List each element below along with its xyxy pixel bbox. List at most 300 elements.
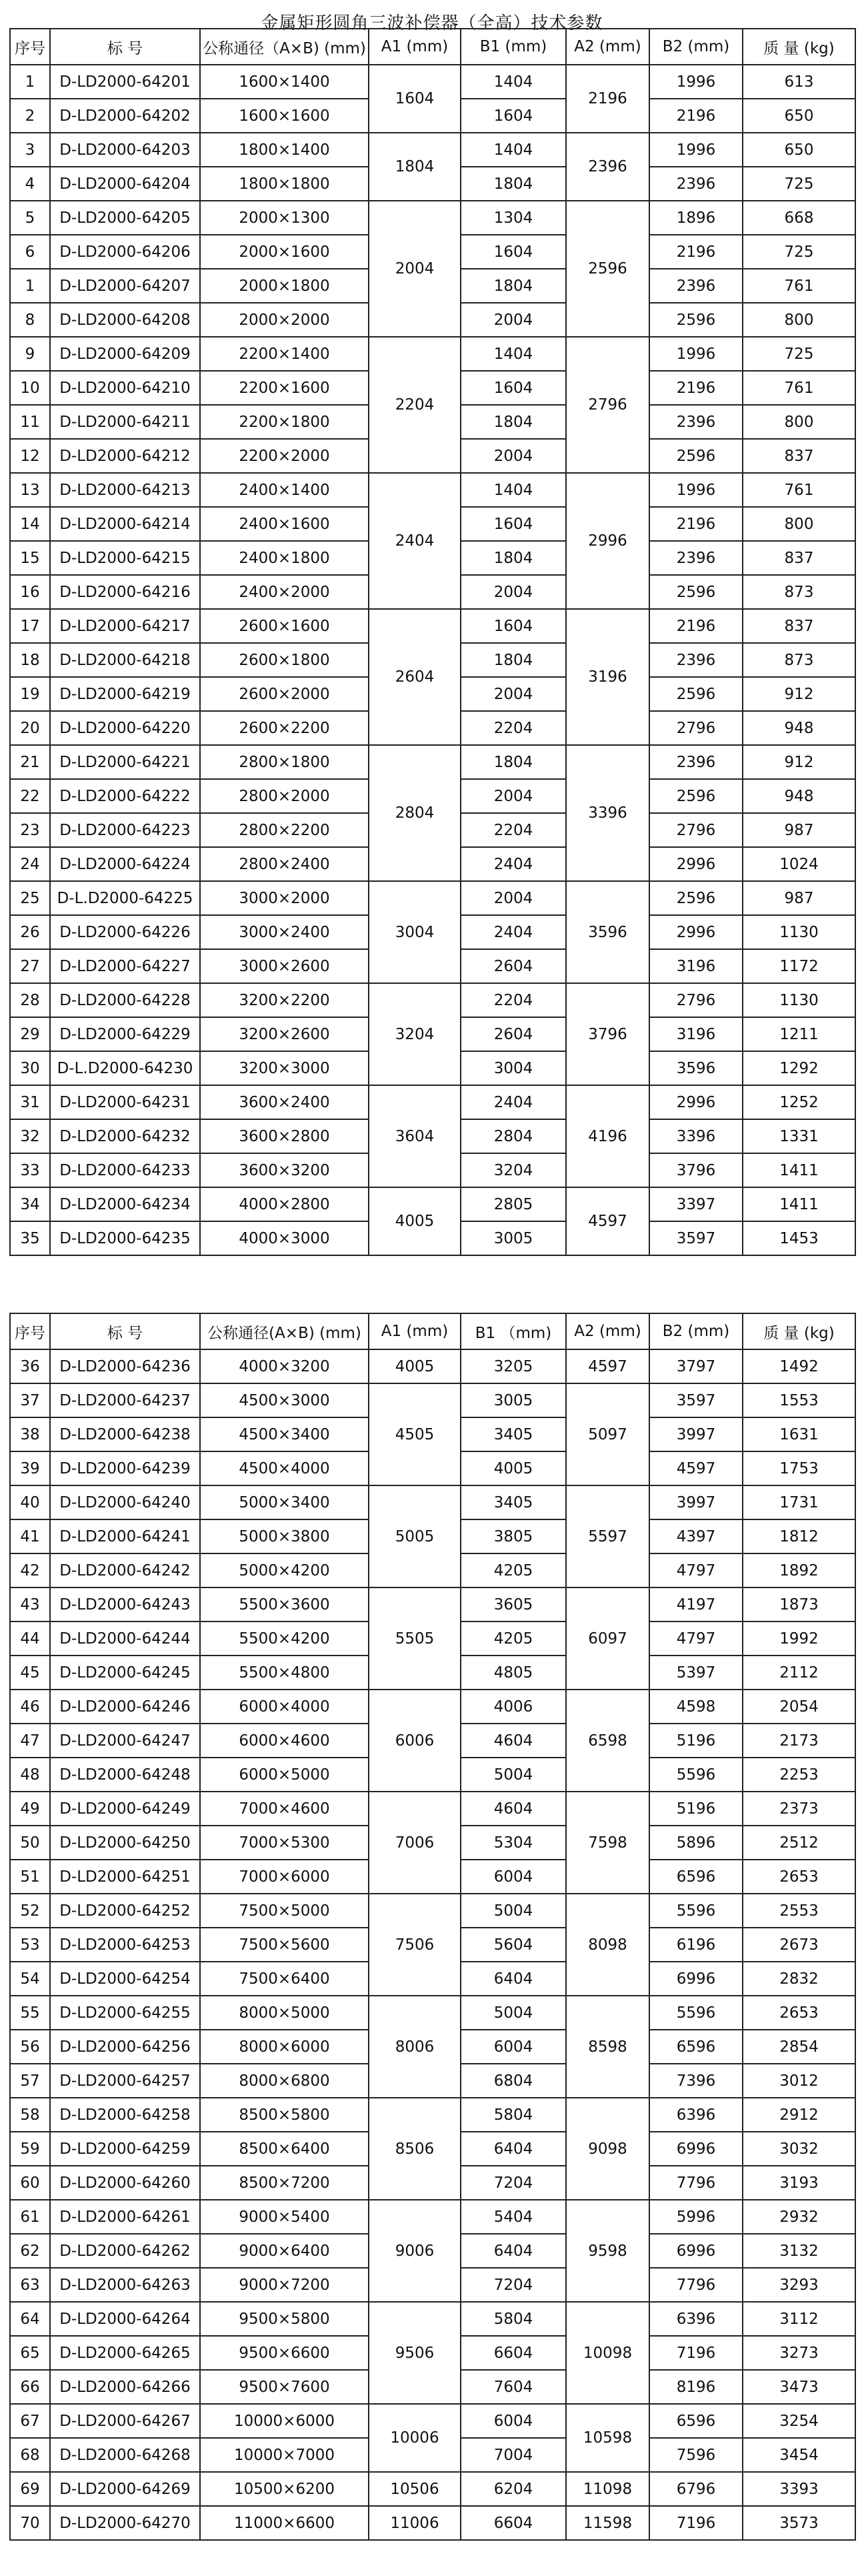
nominal-size: 8000×5000 bbox=[200, 1996, 369, 2030]
b2-value: 7196 bbox=[649, 2336, 743, 2370]
nominal-size: 9000×6400 bbox=[200, 2234, 369, 2268]
b2-value: 7196 bbox=[649, 2506, 743, 2540]
nominal-size: 2000×1300 bbox=[200, 201, 369, 235]
b1-value: 6204 bbox=[461, 2472, 566, 2506]
row-number: 38 bbox=[10, 1417, 50, 1451]
mass-value: 800 bbox=[743, 303, 855, 337]
mass-value: 2512 bbox=[743, 1826, 855, 1860]
nominal-size: 3000×2000 bbox=[200, 881, 369, 915]
a1-value: 5505 bbox=[369, 1587, 461, 1690]
model-code: D-LD2000-64249 bbox=[50, 1792, 200, 1826]
mass-value: 2854 bbox=[743, 2030, 855, 2064]
row-number: 43 bbox=[10, 1587, 50, 1622]
b1-value: 6404 bbox=[461, 2234, 566, 2268]
b1-value: 1404 bbox=[461, 337, 566, 371]
row-number: 62 bbox=[10, 2234, 50, 2268]
table-row bbox=[10, 337, 855, 371]
table-row bbox=[10, 2506, 855, 2540]
model-code: D-LD2000-64215 bbox=[50, 541, 200, 575]
nominal-size: 4500×3000 bbox=[200, 1383, 369, 1417]
mass-value: 873 bbox=[743, 643, 855, 677]
model-code: D-LD2000-64216 bbox=[50, 575, 200, 609]
mass-value: 3132 bbox=[743, 2234, 855, 2268]
b1-value: 5004 bbox=[461, 1996, 566, 2030]
model-code: D-LD2000-64212 bbox=[50, 439, 200, 473]
b1-value: 7004 bbox=[461, 2438, 566, 2472]
column-header: 标 号 bbox=[50, 1313, 200, 1349]
spec-table-part-2 bbox=[9, 1313, 856, 2541]
mass-value: 1252 bbox=[743, 1085, 855, 1119]
row-number: 59 bbox=[10, 2132, 50, 2166]
b2-value: 2196 bbox=[649, 507, 743, 541]
b2-value: 3196 bbox=[649, 949, 743, 983]
a1-value: 5005 bbox=[369, 1485, 461, 1587]
page-title: 金属矩形圆角三波补偿器（全高）技术参数 bbox=[261, 13, 603, 33]
column-header: A1 (mm) bbox=[369, 29, 461, 65]
mass-value: 3454 bbox=[743, 2438, 855, 2472]
b1-value: 2204 bbox=[461, 711, 566, 745]
row-number: 25 bbox=[10, 881, 50, 915]
nominal-size: 2000×2000 bbox=[200, 303, 369, 337]
nominal-size: 2600×2200 bbox=[200, 711, 369, 745]
row-number: 35 bbox=[10, 1221, 50, 1255]
b2-value: 6596 bbox=[649, 2404, 743, 2438]
row-number: 12 bbox=[10, 439, 50, 473]
table-row bbox=[10, 1792, 855, 1826]
nominal-size: 3000×2400 bbox=[200, 915, 369, 949]
b2-value: 5896 bbox=[649, 1826, 743, 1860]
model-code: D-LD2000-64234 bbox=[50, 1187, 200, 1221]
model-code: D-LD2000-64221 bbox=[50, 745, 200, 779]
row-number: 1 bbox=[10, 269, 50, 303]
b2-value: 1896 bbox=[649, 201, 743, 235]
row-number: 9 bbox=[10, 337, 50, 371]
a1-value: 2604 bbox=[369, 609, 461, 745]
b2-value: 2596 bbox=[649, 881, 743, 915]
b2-value: 5397 bbox=[649, 1656, 743, 1690]
b1-value: 5004 bbox=[461, 1894, 566, 1928]
b1-value: 7204 bbox=[461, 2268, 566, 2302]
b1-value: 3005 bbox=[461, 1221, 566, 1255]
b1-value: 7604 bbox=[461, 2370, 566, 2404]
row-number: 16 bbox=[10, 575, 50, 609]
mass-value: 837 bbox=[743, 541, 855, 575]
b1-value: 3004 bbox=[461, 1051, 566, 1085]
mass-value: 800 bbox=[743, 405, 855, 439]
b1-value: 6404 bbox=[461, 2132, 566, 2166]
b1-value: 1804 bbox=[461, 269, 566, 303]
nominal-size: 2200×1800 bbox=[200, 405, 369, 439]
a1-value: 3204 bbox=[369, 983, 461, 1085]
model-code: D-LD2000-64202 bbox=[50, 99, 200, 133]
b1-value: 4205 bbox=[461, 1622, 566, 1656]
b1-value: 1804 bbox=[461, 541, 566, 575]
nominal-size: 1600×1400 bbox=[200, 65, 369, 99]
mass-value: 2553 bbox=[743, 1894, 855, 1928]
b2-value: 4598 bbox=[649, 1690, 743, 1724]
row-number: 28 bbox=[10, 983, 50, 1017]
a1-value: 2404 bbox=[369, 473, 461, 609]
b2-value: 2796 bbox=[649, 813, 743, 847]
model-code: D-LD2000-64226 bbox=[50, 915, 200, 949]
model-code: D-LD2000-64262 bbox=[50, 2234, 200, 2268]
row-number: 29 bbox=[10, 1017, 50, 1051]
table-row bbox=[10, 2098, 855, 2132]
model-code: D-LD2000-64260 bbox=[50, 2166, 200, 2200]
nominal-size: 1800×1400 bbox=[200, 133, 369, 167]
b2-value: 6796 bbox=[649, 2472, 743, 2506]
model-code: D-LD2000-64214 bbox=[50, 507, 200, 541]
column-header: A2 (mm) bbox=[566, 1313, 649, 1349]
b2-value: 3997 bbox=[649, 1417, 743, 1451]
b1-value: 1404 bbox=[461, 65, 566, 99]
b1-value: 2004 bbox=[461, 881, 566, 915]
b2-value: 4397 bbox=[649, 1519, 743, 1553]
mass-value: 1631 bbox=[743, 1417, 855, 1451]
a2-value: 4597 bbox=[566, 1349, 649, 1383]
b1-value: 4005 bbox=[461, 1451, 566, 1485]
a1-value: 1804 bbox=[369, 133, 461, 201]
mass-value: 1731 bbox=[743, 1485, 855, 1519]
model-code: D-LD2000-64228 bbox=[50, 983, 200, 1017]
model-code: D-LD2000-64232 bbox=[50, 1119, 200, 1153]
model-code: D-LD2000-64252 bbox=[50, 1894, 200, 1928]
nominal-size: 3200×3000 bbox=[200, 1051, 369, 1085]
row-number: 60 bbox=[10, 2166, 50, 2200]
a1-value: 4005 bbox=[369, 1187, 461, 1255]
row-number: 8 bbox=[10, 303, 50, 337]
column-header: B2 (mm) bbox=[649, 29, 743, 65]
model-code: D-LD2000-64247 bbox=[50, 1724, 200, 1758]
model-code: D-LD2000-64231 bbox=[50, 1085, 200, 1119]
b1-value: 2204 bbox=[461, 813, 566, 847]
b2-value: 5996 bbox=[649, 2200, 743, 2234]
nominal-size: 1800×1800 bbox=[200, 167, 369, 201]
a1-value: 6006 bbox=[369, 1690, 461, 1792]
nominal-size: 2800×2000 bbox=[200, 779, 369, 813]
a2-value: 3196 bbox=[566, 609, 649, 745]
nominal-size: 3600×2800 bbox=[200, 1119, 369, 1153]
b2-value: 4597 bbox=[649, 1451, 743, 1485]
b2-value: 1996 bbox=[649, 133, 743, 167]
nominal-size: 7000×5300 bbox=[200, 1826, 369, 1860]
row-number: 10 bbox=[10, 371, 50, 405]
b1-value: 2404 bbox=[461, 847, 566, 881]
nominal-size: 1600×1600 bbox=[200, 99, 369, 133]
a2-value: 6598 bbox=[566, 1690, 649, 1792]
model-code: D-LD2000-64253 bbox=[50, 1928, 200, 1962]
b1-value: 1604 bbox=[461, 371, 566, 405]
a1-value: 10006 bbox=[369, 2404, 461, 2472]
column-header: 质 量 (kg) bbox=[743, 1313, 855, 1349]
b2-value: 2996 bbox=[649, 1085, 743, 1119]
nominal-size: 2800×1800 bbox=[200, 745, 369, 779]
row-number: 24 bbox=[10, 847, 50, 881]
a2-value: 2596 bbox=[566, 201, 649, 337]
mass-value: 2373 bbox=[743, 1792, 855, 1826]
nominal-size: 5500×4800 bbox=[200, 1656, 369, 1690]
nominal-size: 8000×6800 bbox=[200, 2064, 369, 2098]
model-code: D-LD2000-64233 bbox=[50, 1153, 200, 1187]
mass-value: 987 bbox=[743, 813, 855, 847]
column-header: B1 (mm) bbox=[461, 29, 566, 65]
mass-value: 761 bbox=[743, 269, 855, 303]
row-number: 13 bbox=[10, 473, 50, 507]
b2-value: 5596 bbox=[649, 1894, 743, 1928]
model-code: D-LD2000-64235 bbox=[50, 1221, 200, 1255]
mass-value: 3193 bbox=[743, 2166, 855, 2200]
mass-value: 873 bbox=[743, 575, 855, 609]
a1-value: 11006 bbox=[369, 2506, 461, 2540]
b1-value: 5804 bbox=[461, 2098, 566, 2132]
column-header: 序号 bbox=[10, 1313, 50, 1349]
mass-value: 2912 bbox=[743, 2098, 855, 2132]
row-number: 42 bbox=[10, 1553, 50, 1587]
a1-value: 2004 bbox=[369, 201, 461, 337]
nominal-size: 2400×2000 bbox=[200, 575, 369, 609]
b1-value: 2204 bbox=[461, 983, 566, 1017]
table-row bbox=[10, 1349, 855, 1383]
model-code: D-LD2000-64222 bbox=[50, 779, 200, 813]
row-number: 51 bbox=[10, 1860, 50, 1894]
table-row bbox=[10, 2200, 855, 2234]
b2-value: 2196 bbox=[649, 609, 743, 643]
nominal-size: 3200×2600 bbox=[200, 1017, 369, 1051]
b2-value: 4197 bbox=[649, 1587, 743, 1622]
mass-value: 1453 bbox=[743, 1221, 855, 1255]
b1-value: 1804 bbox=[461, 745, 566, 779]
row-number: 20 bbox=[10, 711, 50, 745]
a2-value: 5097 bbox=[566, 1383, 649, 1485]
row-number: 68 bbox=[10, 2438, 50, 2472]
b2-value: 1996 bbox=[649, 65, 743, 99]
model-code: D-LD2000-64257 bbox=[50, 2064, 200, 2098]
mass-value: 2112 bbox=[743, 1656, 855, 1690]
row-number: 34 bbox=[10, 1187, 50, 1221]
mass-value: 912 bbox=[743, 677, 855, 711]
b1-value: 2404 bbox=[461, 915, 566, 949]
nominal-size: 2600×2000 bbox=[200, 677, 369, 711]
row-number: 61 bbox=[10, 2200, 50, 2234]
nominal-size: 9500×6600 bbox=[200, 2336, 369, 2370]
row-number: 64 bbox=[10, 2302, 50, 2336]
b1-value: 1604 bbox=[461, 609, 566, 643]
row-number: 50 bbox=[10, 1826, 50, 1860]
row-number: 63 bbox=[10, 2268, 50, 2302]
row-number: 55 bbox=[10, 1996, 50, 2030]
b1-value: 6004 bbox=[461, 1860, 566, 1894]
a2-value: 2996 bbox=[566, 473, 649, 609]
b2-value: 3196 bbox=[649, 1017, 743, 1051]
nominal-size: 6000×4600 bbox=[200, 1724, 369, 1758]
column-header: 质 量 (kg) bbox=[743, 29, 855, 65]
row-number: 47 bbox=[10, 1724, 50, 1758]
table-row bbox=[10, 1485, 855, 1519]
nominal-size: 8500×6400 bbox=[200, 2132, 369, 2166]
b2-value: 3997 bbox=[649, 1485, 743, 1519]
mass-value: 3573 bbox=[743, 2506, 855, 2540]
b2-value: 2396 bbox=[649, 643, 743, 677]
a2-value: 9098 bbox=[566, 2098, 649, 2200]
model-code: D-LD2000-64218 bbox=[50, 643, 200, 677]
nominal-size: 9000×5400 bbox=[200, 2200, 369, 2234]
a2-value: 5597 bbox=[566, 1485, 649, 1587]
a1-value: 3004 bbox=[369, 881, 461, 983]
mass-value: 1992 bbox=[743, 1622, 855, 1656]
model-code: D-LD2000-64207 bbox=[50, 269, 200, 303]
table-row bbox=[10, 201, 855, 235]
row-number: 53 bbox=[10, 1928, 50, 1962]
model-code: D-LD2000-64269 bbox=[50, 2472, 200, 2506]
table-row bbox=[10, 609, 855, 643]
row-number: 49 bbox=[10, 1792, 50, 1826]
model-code: D-LD2000-64251 bbox=[50, 1860, 200, 1894]
model-code: D-LD2000-64227 bbox=[50, 949, 200, 983]
mass-value: 668 bbox=[743, 201, 855, 235]
b2-value: 2196 bbox=[649, 235, 743, 269]
row-number: 33 bbox=[10, 1153, 50, 1187]
a2-value: 8098 bbox=[566, 1894, 649, 1996]
mass-value: 725 bbox=[743, 337, 855, 371]
table-row bbox=[10, 1383, 855, 1417]
mass-value: 725 bbox=[743, 167, 855, 201]
nominal-size: 10000×7000 bbox=[200, 2438, 369, 2472]
nominal-size: 9500×5800 bbox=[200, 2302, 369, 2336]
b2-value: 6996 bbox=[649, 1962, 743, 1996]
b1-value: 5604 bbox=[461, 1928, 566, 1962]
b2-value: 7596 bbox=[649, 2438, 743, 2472]
row-number: 69 bbox=[10, 2472, 50, 2506]
b1-value: 2604 bbox=[461, 949, 566, 983]
row-number: 56 bbox=[10, 2030, 50, 2064]
nominal-size: 4000×3200 bbox=[200, 1349, 369, 1383]
a1-value: 7006 bbox=[369, 1792, 461, 1894]
a2-value: 11098 bbox=[566, 2472, 649, 2506]
row-number: 37 bbox=[10, 1383, 50, 1417]
mass-value: 3393 bbox=[743, 2472, 855, 2506]
a1-value: 10506 bbox=[369, 2472, 461, 2506]
mass-value: 2832 bbox=[743, 1962, 855, 1996]
row-number: 14 bbox=[10, 507, 50, 541]
table-row bbox=[10, 1690, 855, 1724]
nominal-size: 7000×6000 bbox=[200, 1860, 369, 1894]
mass-value: 761 bbox=[743, 473, 855, 507]
column-header: A2 (mm) bbox=[566, 29, 649, 65]
a2-value: 4196 bbox=[566, 1085, 649, 1187]
table-row bbox=[10, 2302, 855, 2336]
model-code: D-LD2000-64245 bbox=[50, 1656, 200, 1690]
mass-value: 613 bbox=[743, 65, 855, 99]
column-header: 公称通径（A×B) (mm) bbox=[200, 29, 369, 65]
model-code: D-LD2000-64259 bbox=[50, 2132, 200, 2166]
b1-value: 2004 bbox=[461, 575, 566, 609]
b1-value: 2004 bbox=[461, 303, 566, 337]
model-code: D-LD2000-64220 bbox=[50, 711, 200, 745]
b2-value: 7796 bbox=[649, 2268, 743, 2302]
nominal-size: 7500×6400 bbox=[200, 1962, 369, 1996]
table-row bbox=[10, 1587, 855, 1622]
table-row bbox=[10, 1085, 855, 1119]
table-row bbox=[10, 1996, 855, 2030]
mass-value: 3293 bbox=[743, 2268, 855, 2302]
mass-value: 1130 bbox=[743, 915, 855, 949]
b1-value: 1804 bbox=[461, 167, 566, 201]
b1-value: 2604 bbox=[461, 1017, 566, 1051]
b2-value: 3596 bbox=[649, 1051, 743, 1085]
nominal-size: 7500×5600 bbox=[200, 1928, 369, 1962]
model-code: D-LD2000-64264 bbox=[50, 2302, 200, 2336]
b2-value: 6996 bbox=[649, 2234, 743, 2268]
row-number: 4 bbox=[10, 167, 50, 201]
mass-value: 1892 bbox=[743, 1553, 855, 1587]
nominal-size: 5000×3400 bbox=[200, 1485, 369, 1519]
nominal-size: 8000×6000 bbox=[200, 2030, 369, 2064]
nominal-size: 2800×2400 bbox=[200, 847, 369, 881]
b2-value: 6396 bbox=[649, 2302, 743, 2336]
model-code: D-LD2000-64242 bbox=[50, 1553, 200, 1587]
b1-value: 1404 bbox=[461, 473, 566, 507]
table-row bbox=[10, 65, 855, 99]
a1-value: 9006 bbox=[369, 2200, 461, 2302]
a2-value: 3796 bbox=[566, 983, 649, 1085]
mass-value: 2653 bbox=[743, 1860, 855, 1894]
a1-value: 7506 bbox=[369, 1894, 461, 1996]
row-number: 18 bbox=[10, 643, 50, 677]
mass-value: 1130 bbox=[743, 983, 855, 1017]
b1-value: 3805 bbox=[461, 1519, 566, 1553]
nominal-size: 7000×4600 bbox=[200, 1792, 369, 1826]
b2-value: 2596 bbox=[649, 303, 743, 337]
table-row bbox=[10, 1187, 855, 1221]
mass-value: 650 bbox=[743, 99, 855, 133]
a2-value: 2396 bbox=[566, 133, 649, 201]
a1-value: 8506 bbox=[369, 2098, 461, 2200]
b2-value: 2996 bbox=[649, 915, 743, 949]
mass-value: 1492 bbox=[743, 1349, 855, 1383]
nominal-size: 11000×6600 bbox=[200, 2506, 369, 2540]
b1-value: 6404 bbox=[461, 1962, 566, 1996]
row-number: 44 bbox=[10, 1622, 50, 1656]
b2-value: 2396 bbox=[649, 745, 743, 779]
b1-value: 2404 bbox=[461, 1085, 566, 1119]
b2-value: 2996 bbox=[649, 847, 743, 881]
nominal-size: 2400×1800 bbox=[200, 541, 369, 575]
nominal-size: 2200×1600 bbox=[200, 371, 369, 405]
model-code: D-LD2000-64241 bbox=[50, 1519, 200, 1553]
b1-value: 1404 bbox=[461, 133, 566, 167]
row-number: 45 bbox=[10, 1656, 50, 1690]
b2-value: 3797 bbox=[649, 1349, 743, 1383]
row-number: 39 bbox=[10, 1451, 50, 1485]
nominal-size: 6000×4000 bbox=[200, 1690, 369, 1724]
b1-value: 5804 bbox=[461, 2302, 566, 2336]
b1-value: 4205 bbox=[461, 1553, 566, 1587]
b2-value: 5596 bbox=[649, 1758, 743, 1792]
row-number: 54 bbox=[10, 1962, 50, 1996]
model-code: D-LD2000-64217 bbox=[50, 609, 200, 643]
a1-value: 1604 bbox=[369, 65, 461, 133]
b1-value: 3205 bbox=[461, 1349, 566, 1383]
nominal-size: 5000×3800 bbox=[200, 1519, 369, 1553]
row-number: 67 bbox=[10, 2404, 50, 2438]
b2-value: 4797 bbox=[649, 1553, 743, 1587]
b2-value: 3597 bbox=[649, 1383, 743, 1417]
a2-value: 10098 bbox=[566, 2302, 649, 2404]
b2-value: 3397 bbox=[649, 1187, 743, 1221]
nominal-size: 7500×5000 bbox=[200, 1894, 369, 1928]
b1-value: 1604 bbox=[461, 507, 566, 541]
b2-value: 6596 bbox=[649, 2030, 743, 2064]
